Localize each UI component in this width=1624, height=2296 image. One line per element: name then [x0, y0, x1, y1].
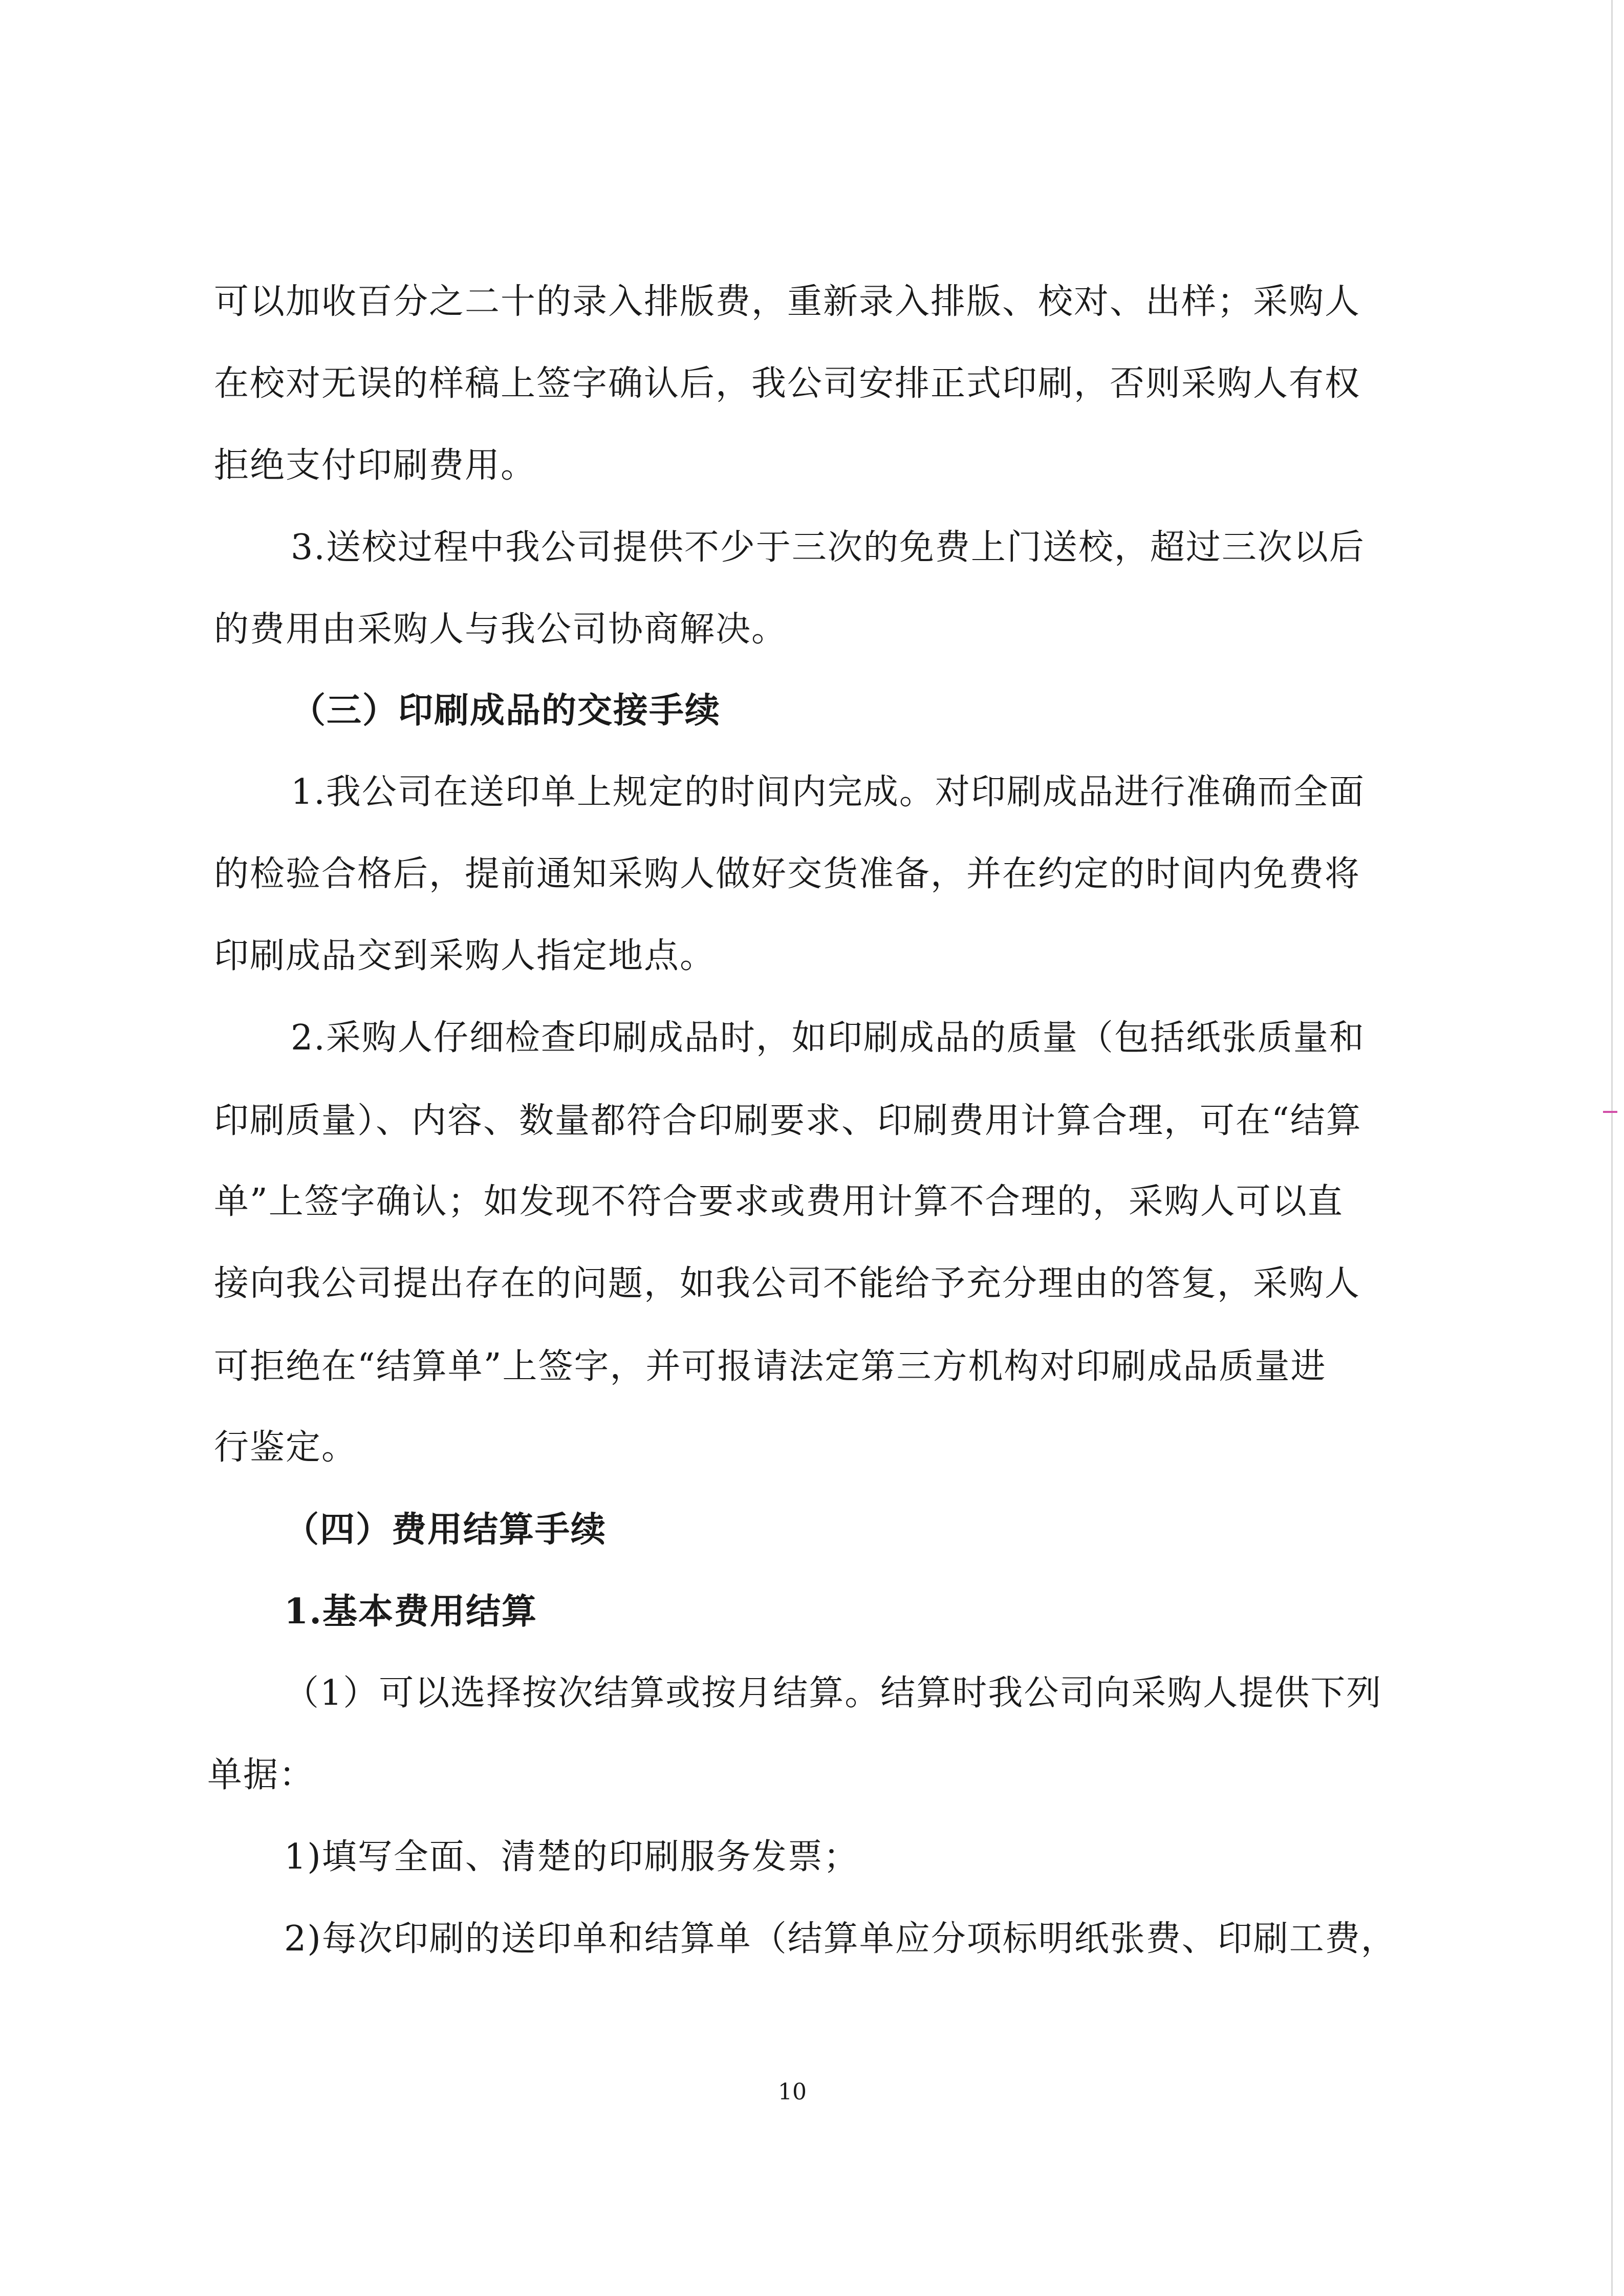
- text-line: 行鉴定。: [214, 1427, 358, 1468]
- list-item: 2)每次印刷的送印单和结算单（结算单应分项标明纸张费、印刷工费，: [284, 1919, 1397, 1959]
- margin-mark: [1603, 1111, 1617, 1113]
- text-line: 单据：: [207, 1755, 315, 1795]
- text-line: 3.送校过程中我公司提供不少于三次的免费上门送校，超过三次以后: [291, 527, 1365, 568]
- text-line: 的费用由采购人与我公司协商解决。: [214, 609, 788, 650]
- section-heading: （四）费用结算手续: [284, 1509, 607, 1550]
- text-line: 可以加收百分之二十的录入排版费，重新录入排版、校对、出样；采购人: [214, 282, 1361, 322]
- list-item: 1)填写全面、清楚的印刷服务发票；: [284, 1837, 859, 1877]
- text-line: 接向我公司提出存在的问题，如我公司不能给予充分理由的答复，采购人: [214, 1263, 1361, 1304]
- page-edge: [1611, 0, 1613, 2296]
- text-line: （1）可以选择按次结算或按月结算。结算时我公司向采购人提供下列: [284, 1673, 1382, 1713]
- text-line: 的检验合格后，提前通知采购人做好交货准备，并在约定的时间内免费将: [214, 854, 1361, 894]
- text-line: 印刷质量）、内容、数量都符合印刷要求、印刷费用计算合理，可在“结算: [214, 1101, 1362, 1141]
- text-line: 可拒绝在“结算单”上签字，并可报请法定第三方机构对印刷成品质量进: [214, 1346, 1327, 1387]
- text-line: 单”上签字确认；如发现不符合要求或费用计算不合理的，采购人可以直: [214, 1182, 1344, 1222]
- text-line: 2.采购人仔细检查印刷成品时，如印刷成品的质量（包括纸张质量和: [291, 1018, 1365, 1058]
- text-line: 拒绝支付印刷费用。: [214, 445, 537, 486]
- subsection-heading: 1.基本费用结算: [284, 1591, 537, 1632]
- page-number: 10: [778, 2079, 807, 2105]
- text-line: 印刷成品交到采购人指定地点。: [214, 936, 716, 976]
- text-line: 在校对无误的样稿上签字确认后，我公司安排正式印刷，否则采购人有权: [214, 363, 1361, 404]
- section-heading: （三）印刷成品的交接手续: [291, 690, 721, 731]
- text-line: 1.我公司在送印单上规定的时间内完成。对印刷成品进行准确而全面: [291, 772, 1365, 812]
